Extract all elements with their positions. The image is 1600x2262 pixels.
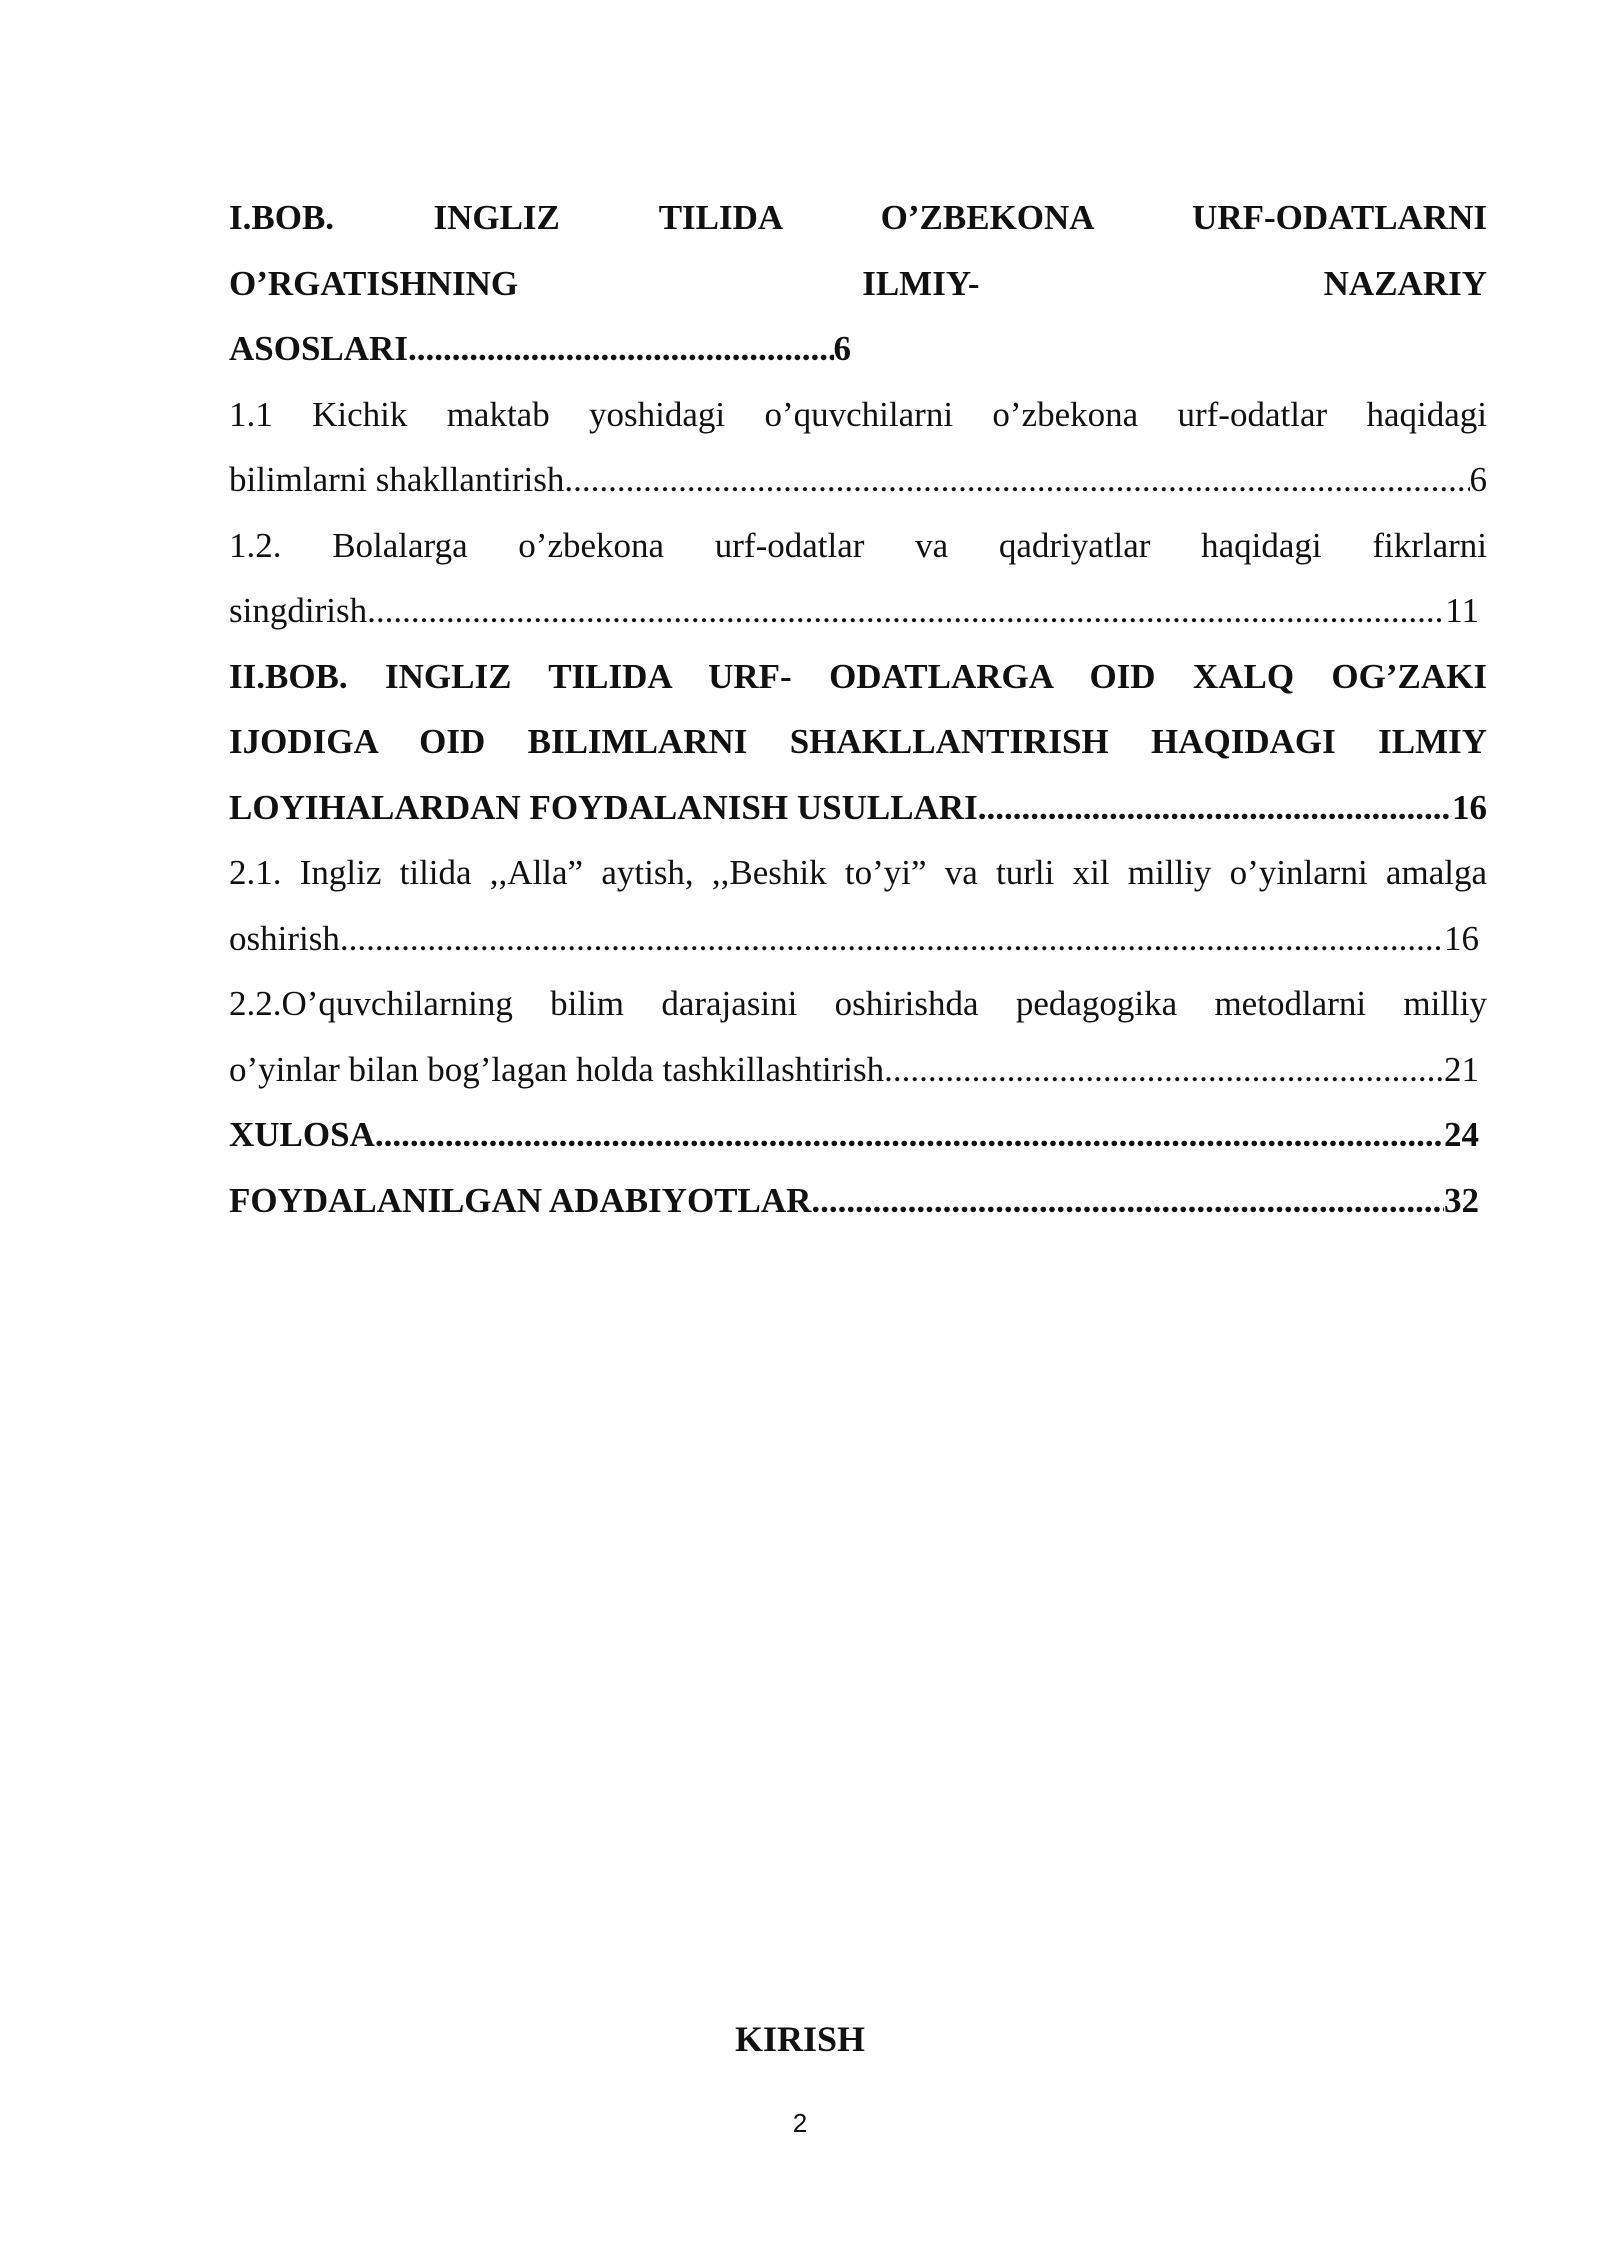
toc-chapter-2-line-3[interactable] (229, 775, 1487, 841)
toc-chapter-2-title-end: LOYIHALARDAN FOYDALANISH USULLARI (229, 787, 978, 827)
toc-section-2-2-title-end: o’yinlar bilan bog’lagan holda tashkillashtirish (229, 1049, 885, 1089)
toc-chapter-1-line-2: O’RGATISHNING ILMIY- NAZARIY (229, 263, 1487, 303)
toc-references[interactable] (229, 1168, 1487, 1234)
toc-section-1-1-page: 6 (1469, 460, 1487, 499)
toc-section-2-2-line-2[interactable] (229, 1037, 1487, 1103)
toc-chapter-1-title-end: ASOSLARI (229, 329, 408, 368)
toc-section-1-1-line-1: 1.1 Kichik maktab yoshidagi o’quvchilarni o’zbekona urf-odatlar haqidagi (229, 394, 1487, 434)
toc-leader-dots (884, 1037, 1444, 1103)
toc-section-1-2-line-2[interactable] (229, 578, 1487, 644)
page-number: 2 (792, 2108, 808, 2138)
toc-leader-dots (375, 1102, 1444, 1168)
toc-leader-dots (408, 316, 834, 382)
toc-section-1-1-title-end: bilimlarni shakllantirish (229, 460, 565, 499)
toc-section-2-1-page: 16 (1444, 918, 1479, 958)
toc-leader-dots (340, 906, 1444, 972)
toc-chapter-2-line-1: II.BOB. INGLIZ TILIDA URF- ODATLARGA OID XALQ OG’ZAKI (229, 656, 1487, 696)
section-title: KIRISH (734, 2019, 866, 2059)
toc-chapter-2-page: 16 (1452, 787, 1487, 827)
toc-chapter-1-line-1: I.BOB. INGLIZ TILIDA O’ZBEKONA URF-ODATLARNI (229, 198, 1487, 237)
toc-section-2-1-title-end: oshirish (229, 918, 340, 958)
toc-chapter-1-line-3[interactable] (229, 316, 851, 382)
toc-references-page: 32 (1444, 1180, 1479, 1220)
toc-leader-dots (978, 775, 1452, 841)
toc-conclusion[interactable] (229, 1102, 1487, 1168)
toc-leader-dots (564, 447, 1469, 513)
toc-section-1-1-line-2[interactable] (229, 447, 1487, 513)
toc-conclusion-page: 24 (1444, 1115, 1479, 1154)
toc-section-2-1-line-2[interactable] (229, 906, 1487, 972)
toc-chapter-2-line-2: IJODIGA OID BILIMLARNI SHAKLLANTIRISH HAQIDAGI ILMIY (229, 722, 1487, 761)
toc-section-1-2-page: 11 (1445, 591, 1479, 630)
toc-section-2-2-line-1: 2.2.O’quvchilarning bilim darajasini oshirishda pedagogika metodlarni milliy (229, 984, 1487, 1023)
toc-references-title: FOYDALANILGAN ADABIYOTLAR (229, 1180, 812, 1220)
toc-section-1-2-line-1: 1.2. Bolalarga o’zbekona urf-odatlar va qadriyatlar haqidagi fikrlarni (229, 525, 1487, 565)
toc-chapter-1-page: 6 (833, 329, 851, 368)
table-of-contents (229, 185, 1487, 1233)
toc-leader-dots (811, 1168, 1444, 1234)
toc-section-2-2-page: 21 (1444, 1049, 1479, 1089)
toc-section-1-2-title-end: singdirish (229, 591, 368, 630)
toc-conclusion-title: XULOSA (229, 1115, 375, 1154)
toc-section-2-1-line-1: 2.1. Ingliz tilida ,,Alla” aytish, ,,Beshik to’yi” va turli xil milliy o’yinlarni amalga (229, 853, 1487, 892)
toc-leader-dots (367, 578, 1445, 644)
